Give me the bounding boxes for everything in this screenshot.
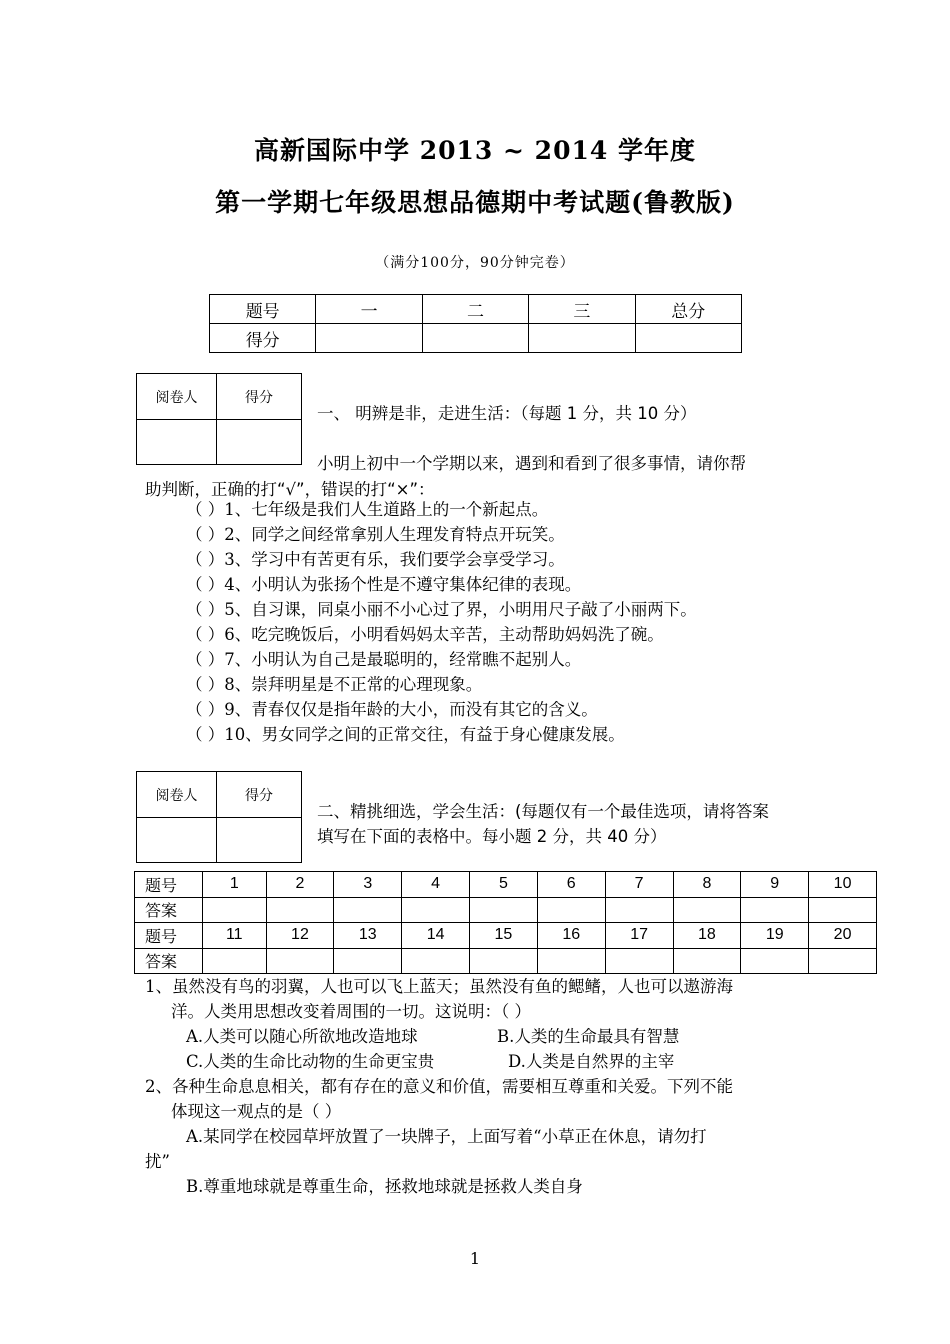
score-row-label: 得分 bbox=[210, 324, 316, 353]
question-number-cell: 1 bbox=[203, 872, 267, 898]
grader-reviewer-cell[interactable] bbox=[137, 420, 217, 465]
q1-option-a: A.人类可以随心所欲地改造地球 bbox=[186, 1027, 418, 1046]
score-header-cell: 二 bbox=[422, 295, 528, 324]
question-number-cell: 10 bbox=[809, 872, 877, 898]
answer-cell[interactable] bbox=[673, 897, 741, 923]
grader-reviewer-label: 阅卷人 bbox=[137, 374, 217, 420]
question-number-cell: 8 bbox=[673, 872, 741, 898]
score-cell[interactable] bbox=[635, 324, 741, 353]
score-header-cell: 一 bbox=[316, 295, 422, 324]
question-number-cell: 20 bbox=[809, 923, 877, 949]
answer-table-num-row bbox=[135, 872, 877, 898]
question-number-cell: 2 bbox=[266, 872, 334, 898]
grader-reviewer-cell[interactable] bbox=[137, 818, 217, 863]
q2-stem-line-1: 2、各种生命息息相关，都有存在的意义和价值，需要相互尊重和关爱。下列不能 bbox=[145, 1077, 733, 1096]
q2-stem-line-2: 体现这一观点的是（ ） bbox=[171, 1102, 342, 1121]
answer-cell[interactable] bbox=[741, 948, 809, 974]
exam-subtitle: （满分100分，90分钟完卷） bbox=[375, 255, 575, 271]
judgement-item: （ ）5、自习课，同桌小丽不小心过了界，小明用尺子敲了小丽两下。 bbox=[186, 600, 697, 619]
question-number-cell: 7 bbox=[605, 872, 673, 898]
answer-cell[interactable] bbox=[605, 897, 673, 923]
judgement-item: （ ）6、吃完晚饭后，小明看妈妈太辛苦，主动帮助妈妈洗了碗。 bbox=[186, 625, 664, 644]
judgement-item: （ ）8、崇拜明星是不正常的心理现象。 bbox=[186, 675, 483, 694]
q1-stem-line-1: 1、虽然没有鸟的羽翼，人也可以飞上蓝天；虽然没有鱼的鳃鳍，人也可以遨游海 bbox=[145, 977, 733, 996]
q2-option-a-line-2: 扰” bbox=[145, 1152, 170, 1171]
question-number-cell: 14 bbox=[402, 923, 470, 949]
judgement-item: （ ）9、青春仅仅是指年龄的大小，而没有其它的含义。 bbox=[186, 700, 598, 719]
grader-score-label: 得分 bbox=[217, 374, 302, 420]
question-number-cell: 11 bbox=[203, 923, 267, 949]
question-number-cell: 19 bbox=[741, 923, 809, 949]
answer-label-cell: 答案 bbox=[135, 897, 203, 923]
grader-score-cell[interactable] bbox=[217, 818, 302, 863]
title-line-2: 第一学期七年级思想品德期中考试题(鲁教版) bbox=[215, 188, 735, 217]
question-number-cell: 18 bbox=[673, 923, 741, 949]
num-label-cell: 题号 bbox=[135, 923, 203, 949]
answer-label-cell: 答案 bbox=[135, 948, 203, 974]
q1-stem-line-2: 洋。人类用思想改变着周围的一切。这说明：（ ） bbox=[171, 1002, 531, 1021]
judgement-item: （ ）4、小明认为张扬个性是不遵守集体纪律的表现。 bbox=[186, 575, 582, 594]
answer-table-answer-row bbox=[135, 948, 877, 974]
answer-cell[interactable] bbox=[537, 897, 605, 923]
score-header-cell: 题号 bbox=[210, 295, 316, 324]
section-2-heading-line-2: 填写在下面的表格中。每小题 2 分，共 40 分） bbox=[317, 827, 667, 846]
answer-table-num-row bbox=[135, 923, 877, 949]
answer-cell[interactable] bbox=[402, 948, 470, 974]
answer-cell[interactable] bbox=[334, 948, 402, 974]
score-header-cell: 总分 bbox=[635, 295, 741, 324]
score-cell[interactable] bbox=[422, 324, 528, 353]
answer-cell[interactable] bbox=[809, 897, 877, 923]
question-number-cell: 17 bbox=[605, 923, 673, 949]
grader-score-label: 得分 bbox=[217, 772, 302, 818]
num-label-cell: 题号 bbox=[135, 872, 203, 898]
page-number: 1 bbox=[469, 1249, 481, 1268]
answer-cell[interactable] bbox=[741, 897, 809, 923]
section-1-heading: 一、 明辨是非，走进生活：（每题 1 分，共 10 分） bbox=[317, 404, 697, 423]
answer-cell[interactable] bbox=[203, 948, 267, 974]
section-1-items bbox=[186, 497, 697, 747]
answer-cell[interactable] bbox=[470, 948, 538, 974]
judgement-item: （ ）7、小明认为自己是最聪明的，经常瞧不起别人。 bbox=[186, 650, 582, 669]
question-number-cell: 5 bbox=[470, 872, 538, 898]
answer-cell[interactable] bbox=[605, 948, 673, 974]
title-line-1: 高新国际中学 2013 ~ 2014 学年度 bbox=[254, 136, 696, 165]
question-number-cell: 12 bbox=[266, 923, 334, 949]
q1-option-d: D.人类是自然界的主宰 bbox=[508, 1052, 675, 1071]
judgement-item: （ ）10、男女同学之间的正常交往，有益于身心健康发展。 bbox=[186, 725, 625, 744]
section-2-heading-line-1: 二、精挑细选，学会生活：(每题仅有一个最佳选项，请将答案 bbox=[317, 802, 769, 821]
judgement-item: （ ）3、学习中有苦更有乐，我们要学会享受学习。 bbox=[186, 550, 565, 569]
answer-cell[interactable] bbox=[266, 948, 334, 974]
section-1-intro-line-1: 小明上初中一个学期以来，遇到和看到了很多事情，请你帮 bbox=[317, 454, 746, 473]
score-header-cell: 三 bbox=[529, 295, 635, 324]
judgement-item: （ ）2、同学之间经常拿别人生理发育特点开玩笑。 bbox=[186, 525, 565, 544]
score-cell[interactable] bbox=[529, 324, 635, 353]
question-number-cell: 9 bbox=[741, 872, 809, 898]
answer-cell[interactable] bbox=[809, 948, 877, 974]
score-table-header-row bbox=[210, 295, 742, 324]
q1-option-c: C.人类的生命比动物的生命更宝贵 bbox=[186, 1052, 435, 1071]
question-number-cell: 6 bbox=[537, 872, 605, 898]
question-number-cell: 4 bbox=[402, 872, 470, 898]
answer-cell[interactable] bbox=[203, 897, 267, 923]
answer-cell[interactable] bbox=[334, 897, 402, 923]
answer-table bbox=[134, 871, 877, 974]
question-number-cell: 15 bbox=[470, 923, 538, 949]
answer-table-answer-row bbox=[135, 897, 877, 923]
q2-option-a-line-1: A.某同学在校园草坪放置了一块牌子，上面写着“小草正在休息，请勿打 bbox=[186, 1127, 707, 1146]
answer-cell[interactable] bbox=[470, 897, 538, 923]
question-number-cell: 16 bbox=[537, 923, 605, 949]
grader-reviewer-label: 阅卷人 bbox=[137, 772, 217, 818]
q1-option-b: B.人类的生命最具有智慧 bbox=[497, 1027, 680, 1046]
question-number-cell: 13 bbox=[334, 923, 402, 949]
score-table-score-row bbox=[210, 324, 742, 353]
score-table bbox=[209, 294, 742, 353]
score-cell[interactable] bbox=[316, 324, 422, 353]
judgement-item: （ ）1、七年级是我们人生道路上的一个新起点。 bbox=[186, 500, 549, 519]
answer-cell[interactable] bbox=[673, 948, 741, 974]
grader-box-section-2 bbox=[136, 771, 302, 863]
answer-cell[interactable] bbox=[266, 897, 334, 923]
q2-option-b: B.尊重地球就是尊重生命，拯救地球就是拯救人类自身 bbox=[186, 1177, 583, 1196]
grader-score-cell[interactable] bbox=[217, 420, 302, 465]
section-1-intro-line-2: 助判断，正确的打“√”，错误的打“×”： bbox=[145, 480, 435, 499]
question-number-cell: 3 bbox=[334, 872, 402, 898]
grader-box-section-1 bbox=[136, 373, 302, 465]
answer-cell[interactable] bbox=[537, 948, 605, 974]
answer-cell[interactable] bbox=[402, 897, 470, 923]
